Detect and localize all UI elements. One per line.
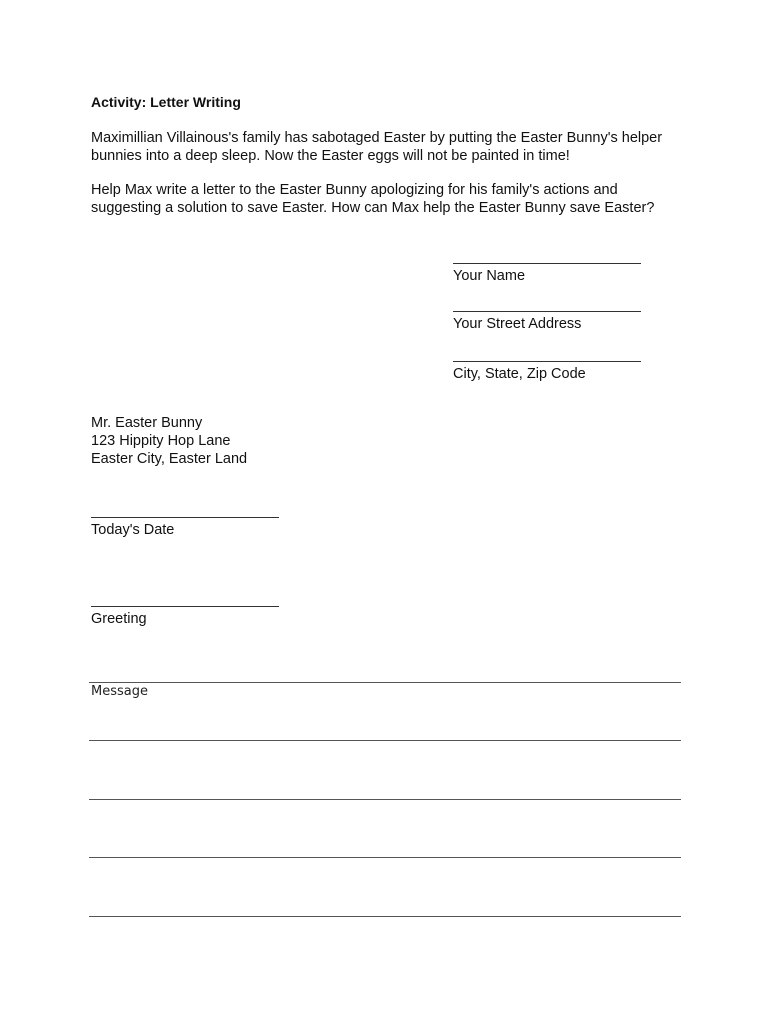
- sender-name-line[interactable]: [453, 249, 641, 264]
- message-rule: [89, 682, 681, 683]
- activity-title: Activity: Letter Writing: [91, 94, 241, 110]
- story-paragraph: Maximillian Villainous's family has sabotaged Easter by putting the Easter Bunny's helper bunnies into a deep sleep. Now the Easter eggs will not be painted in time!: [91, 130, 663, 164]
- sender-name-field[interactable]: [453, 249, 641, 285]
- recipient-city: Easter City, Easter Land: [91, 451, 248, 467]
- greeting-line[interactable]: [91, 592, 279, 607]
- sender-city-line[interactable]: [453, 347, 641, 362]
- date-line[interactable]: [91, 503, 279, 518]
- sender-city-label: City, State, Zip Code: [453, 366, 586, 382]
- greeting-field[interactable]: [91, 592, 279, 628]
- recipient-street: 123 Hippity Hop Lane: [91, 433, 231, 449]
- message-label: Message: [91, 684, 148, 699]
- sender-street-label: Your Street Address: [453, 316, 582, 332]
- message-line[interactable]: [89, 740, 681, 741]
- sender-name-label: Your Name: [453, 268, 526, 284]
- greeting-label: Greeting: [91, 611, 147, 627]
- date-field[interactable]: [91, 503, 279, 539]
- date-label: Today's Date: [91, 522, 175, 538]
- sender-street-line[interactable]: [453, 297, 641, 312]
- message-line[interactable]: [89, 857, 681, 858]
- sender-city-field[interactable]: [453, 347, 641, 383]
- message-line[interactable]: [89, 799, 681, 800]
- instructions-paragraph: Help Max write a letter to the Easter Bunny apologizing for his family's actions and suggesting a solution to save Easter. How can Max help the Easter Bunny save Easter?: [91, 182, 655, 216]
- recipient-name: Mr. Easter Bunny: [91, 415, 203, 431]
- sender-street-field[interactable]: [453, 297, 641, 333]
- message-line[interactable]: [89, 916, 681, 917]
- recipient-address: [91, 414, 247, 468]
